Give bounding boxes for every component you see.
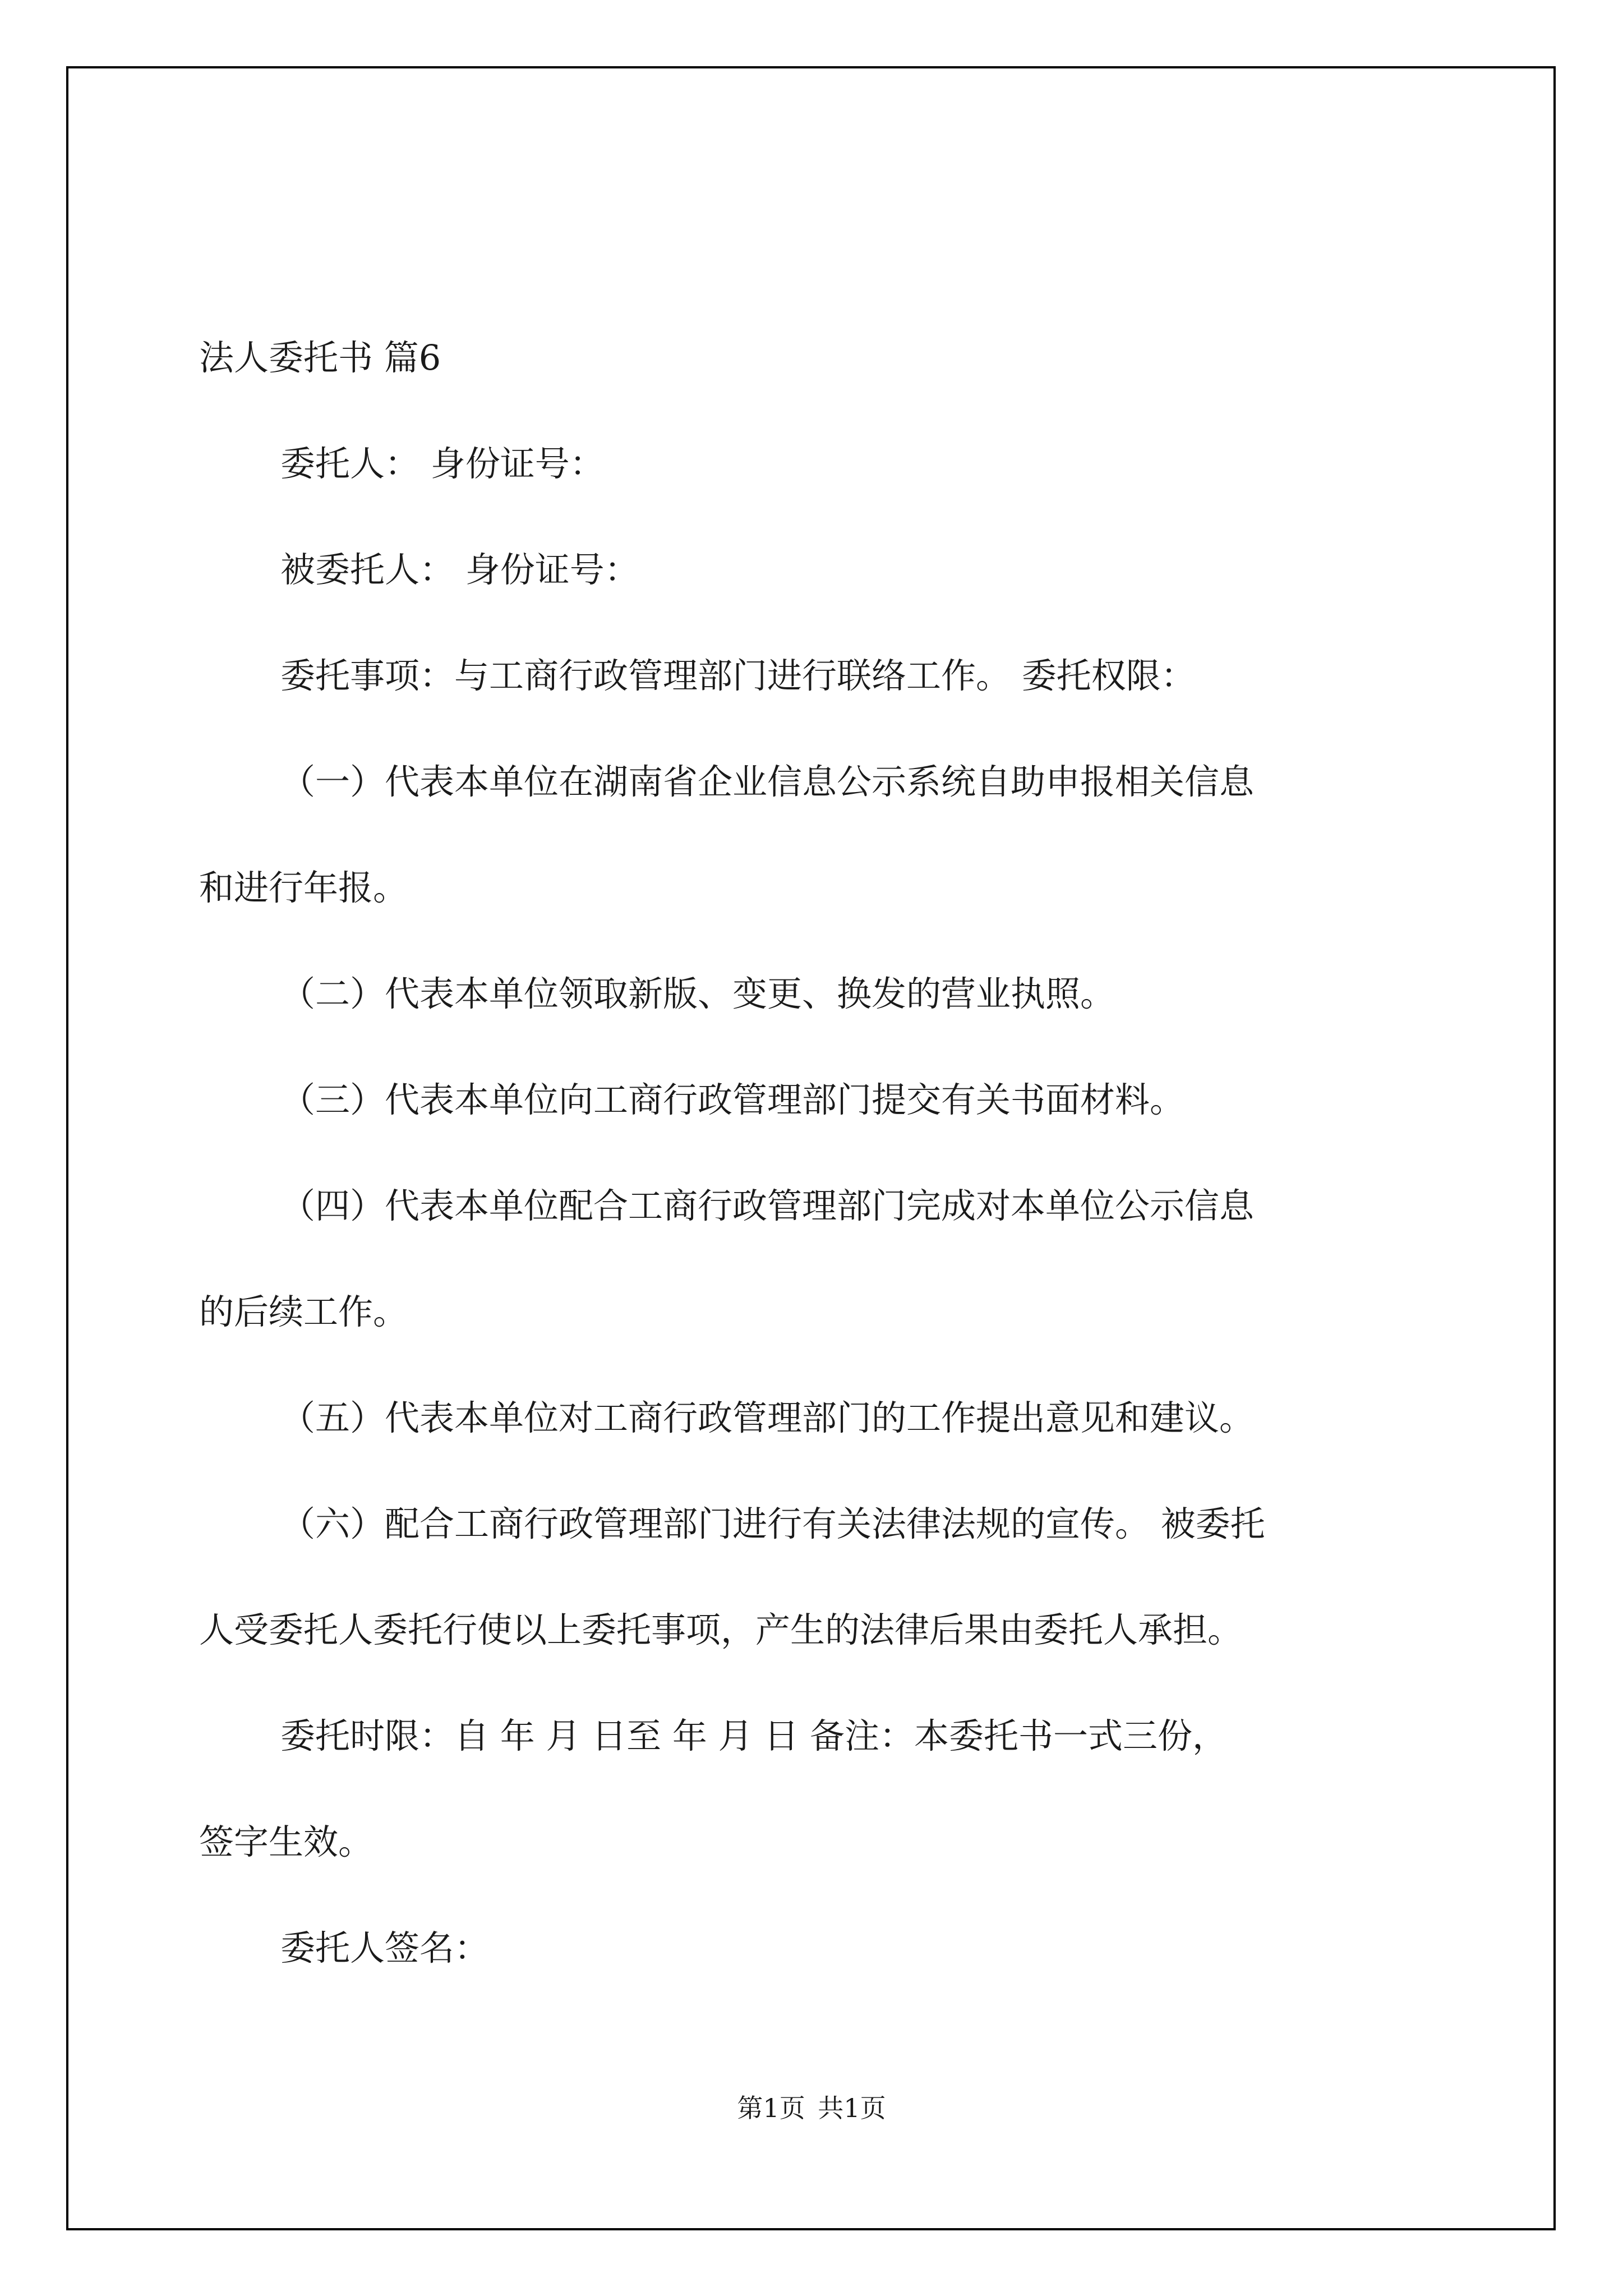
item-4-line-2: 的后续工作。	[199, 1291, 408, 1332]
item-2-line: （二）代表本单位领取新版、变更、换发的营业执照。	[280, 973, 1115, 1014]
item-4-line-1: （四）代表本单位配合工商行政管理部门完成对本单位公示信息	[280, 1185, 1255, 1226]
item-1-line-1: （一）代表本单位在湖南省企业信息公示系统自助申报相关信息	[280, 761, 1255, 802]
document-title: 法人委托书 篇6	[199, 337, 441, 378]
item-6-line-1: （六）配合工商行政管理部门进行有关法律法规的宣传。 被委托	[280, 1503, 1265, 1544]
principal-line: 委托人： 身份证号：	[280, 443, 605, 484]
item-1-line-2: 和进行年报。	[199, 867, 408, 908]
item-6-line-2: 人受委托人委托行使以上委托事项，产生的法律后果由委托人承担。	[199, 1609, 1243, 1650]
agent-line: 被委托人： 身份证号：	[280, 549, 639, 590]
page-footer: 第1页 共1页	[737, 2093, 886, 2123]
term-line-2: 签字生效。	[199, 1821, 374, 1862]
matter-line: 委托事项：与工商行政管理部门进行联络工作。 委托权限：	[280, 655, 1196, 696]
item-3-line: （三）代表本单位向工商行政管理部门提交有关书面材料。	[280, 1079, 1185, 1120]
item-5-line: （五）代表本单位对工商行政管理部门的工作提出意见和建议。	[280, 1397, 1255, 1438]
term-line-1: 委托时限：自 年 月 日至 年 月 日 备注：本委托书一式三份，	[280, 1715, 1227, 1756]
page-border	[66, 66, 1556, 2230]
signature-line: 委托人签名：	[280, 1927, 490, 1968]
